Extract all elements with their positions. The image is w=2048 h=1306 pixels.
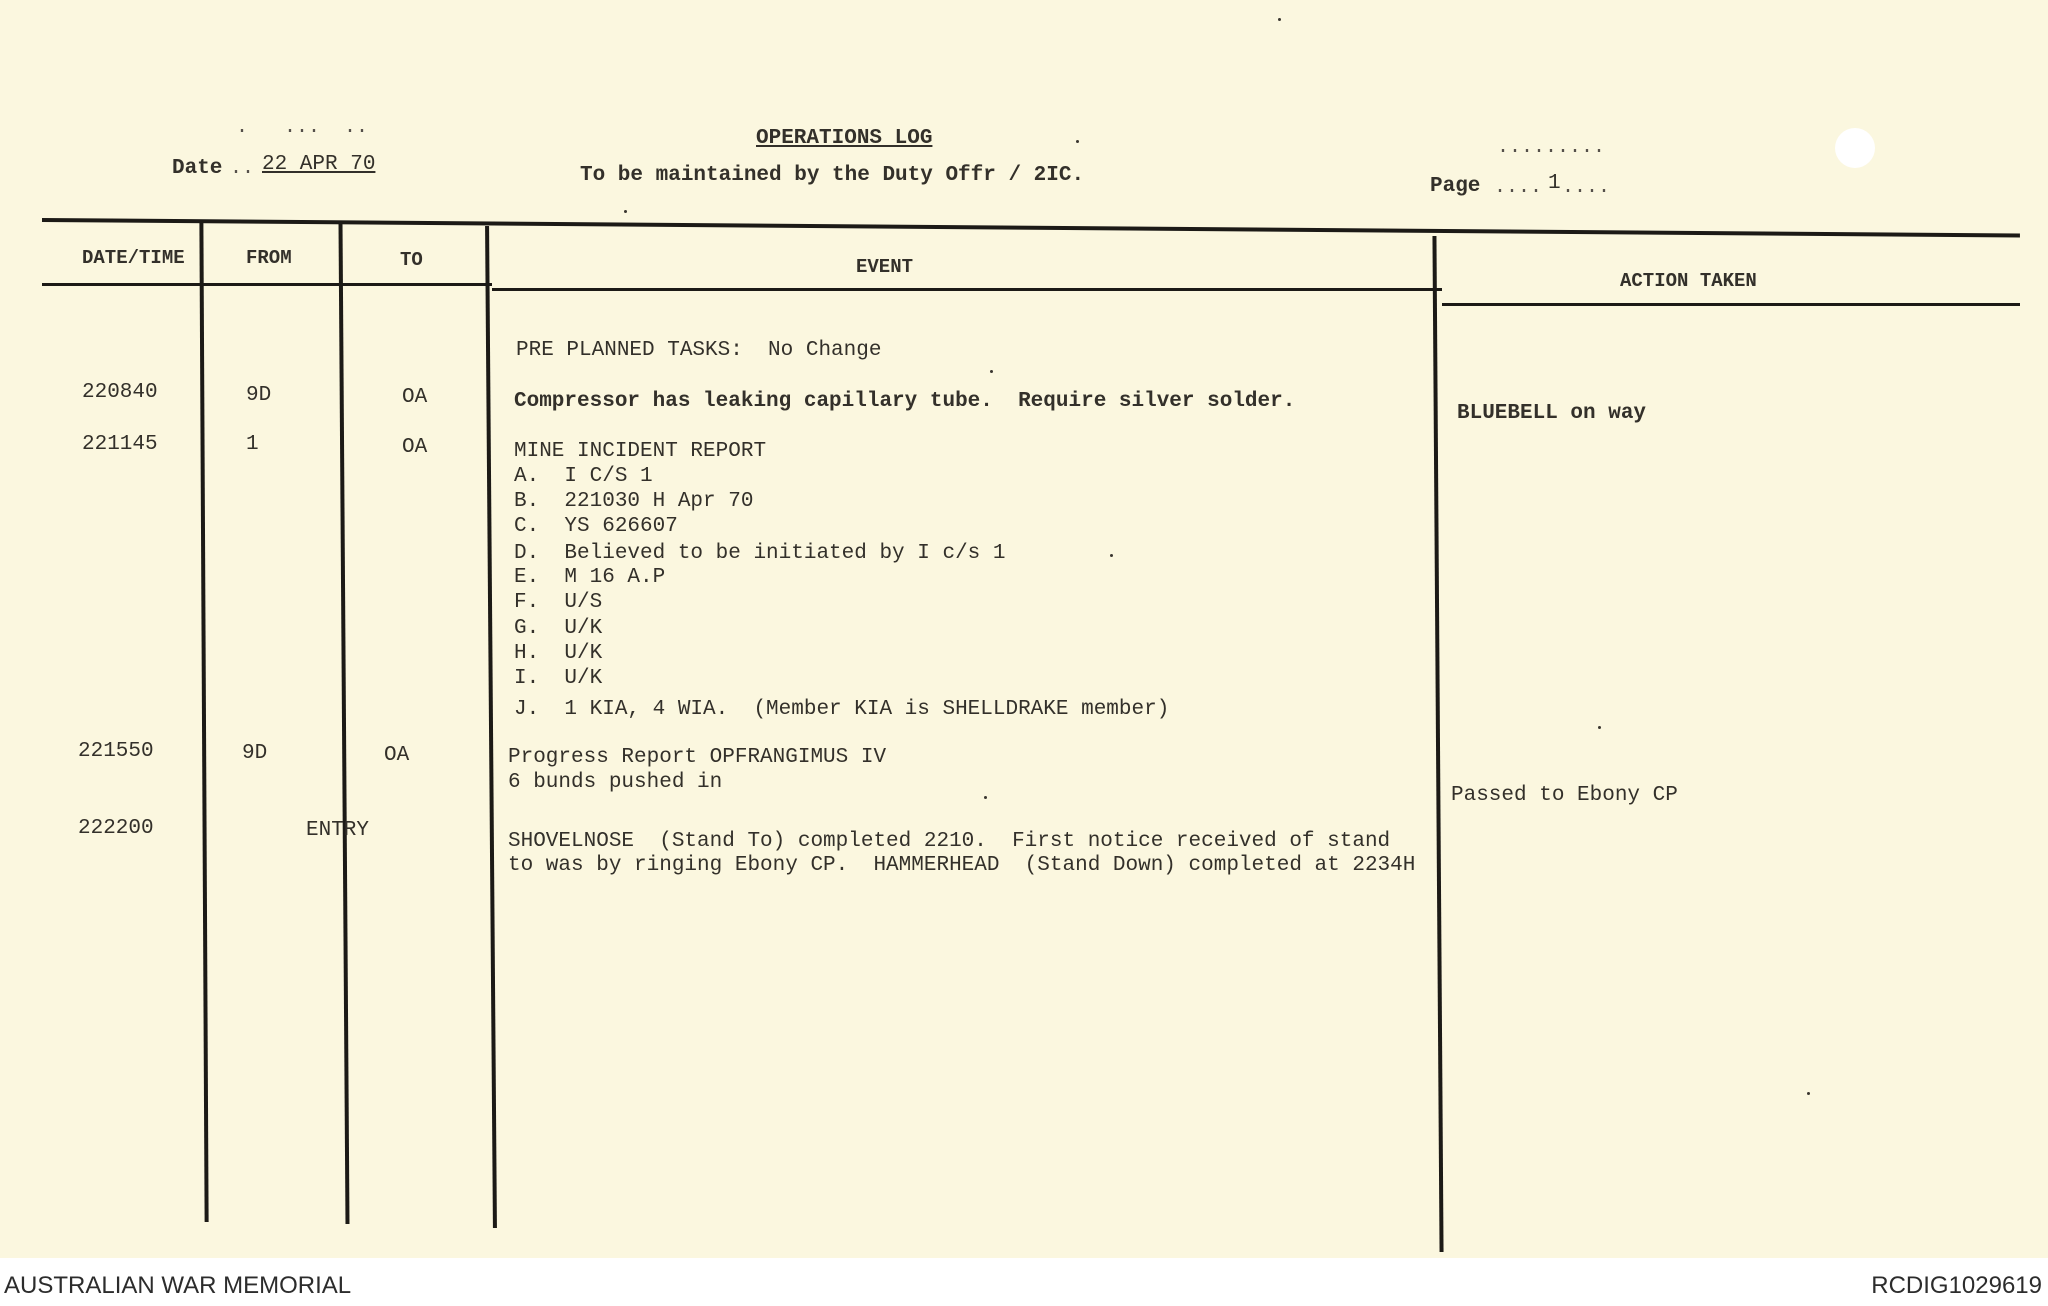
- col-divider-3: [485, 226, 497, 1228]
- page-value: 1: [1548, 172, 1561, 195]
- col-header-event: EVENT: [856, 256, 914, 278]
- date-value: 22 APR 70: [262, 153, 376, 176]
- paper-speck: [1110, 554, 1113, 557]
- page-title: OPERATIONS LOG: [756, 127, 933, 150]
- entry-event-line: SHOVELNOSE (Stand To) completed 2210. First notice received of stand: [508, 830, 1391, 853]
- entry-action: Passed to Ebony CP: [1451, 784, 1678, 807]
- footer-id: RCDIG1029619: [1871, 1272, 2042, 1299]
- col-header-datetime: DATE/TIME: [82, 247, 185, 269]
- entry-event-line: 6 bunds pushed in: [508, 771, 723, 794]
- entry-to: OA: [384, 744, 410, 767]
- entry-dtg: 220840: [82, 381, 158, 404]
- col-header-from: FROM: [246, 247, 292, 269]
- header-rule-action: [1442, 303, 2020, 306]
- col-divider-2: [339, 224, 350, 1224]
- page-leader-end: ....: [1562, 176, 1611, 199]
- page-leader: ....: [1494, 176, 1543, 199]
- entry-event-line: MINE INCIDENT REPORT: [514, 440, 767, 463]
- paper-speck: [1598, 726, 1601, 729]
- entry-from: 9D: [242, 742, 268, 765]
- entry-dtg: 221550: [78, 740, 154, 763]
- entry-dtg: 221145: [82, 433, 158, 456]
- entry-event-line: J. 1 KIA, 4 WIA. (Member KIA is SHELLDRAKE member): [514, 698, 1170, 721]
- entry-to: OA: [402, 436, 428, 459]
- paper-speck: [624, 210, 627, 213]
- header-marks: . ... ..: [236, 116, 369, 139]
- col-divider-1: [199, 222, 208, 1222]
- entry-event-line: C. YS 626607: [514, 515, 678, 538]
- entry-from: 1: [246, 433, 259, 456]
- header-rule-event: [492, 288, 1442, 291]
- entry-dtg: 222200: [78, 817, 154, 840]
- entry-event-line: E. M 16 A.P: [514, 566, 666, 589]
- entry-from: ENTRY: [306, 819, 370, 842]
- entry-event-line: to was by ringing Ebony CP. HAMMERHEAD (Stand Down) completed at 2234H: [508, 854, 1416, 877]
- page-marks: .........: [1497, 136, 1606, 159]
- page-label: Page: [1430, 175, 1481, 198]
- col-header-to: TO: [400, 249, 423, 271]
- header-rule-left: [42, 283, 492, 286]
- punch-hole: [1835, 128, 1875, 168]
- col-divider-4: [1432, 236, 1443, 1252]
- entry-to: OA: [402, 386, 428, 409]
- paper-speck: [1076, 140, 1079, 143]
- col-header-action: ACTION TAKEN: [1620, 270, 1757, 292]
- entry-event-line: H. U/K: [514, 642, 603, 665]
- entry-event-line: G. U/K: [514, 617, 603, 640]
- paper-speck: [1807, 1092, 1810, 1095]
- date-label: Date: [172, 157, 223, 180]
- entry-event-line: A. I C/S 1: [514, 465, 653, 488]
- entry-from: 9D: [246, 384, 272, 407]
- subtitle: To be maintained by the Duty Offr / 2IC.: [580, 164, 1085, 187]
- entry-action: BLUEBELL on way: [1457, 402, 1647, 425]
- entry-event-line: Compressor has leaking capillary tube. Require silver solder.: [514, 390, 1296, 413]
- paper-speck: [984, 796, 987, 799]
- preplanned-line: PRE PLANNED TASKS: No Change: [516, 339, 882, 362]
- entry-event-line: I. U/K: [514, 667, 603, 690]
- paper-speck: [990, 370, 993, 373]
- entry-event-line: D. Believed to be initiated by I c/s 1: [514, 542, 1006, 565]
- entry-event-line: Progress Report OPFRANGIMUS IV: [508, 746, 887, 769]
- entry-event-line: B. 221030 H Apr 70: [514, 490, 754, 513]
- paper-speck: [1278, 18, 1281, 21]
- footer-source: AUSTRALIAN WAR MEMORIAL: [4, 1272, 352, 1299]
- date-leader: ..: [230, 157, 255, 180]
- entry-event-line: F. U/S: [514, 591, 603, 614]
